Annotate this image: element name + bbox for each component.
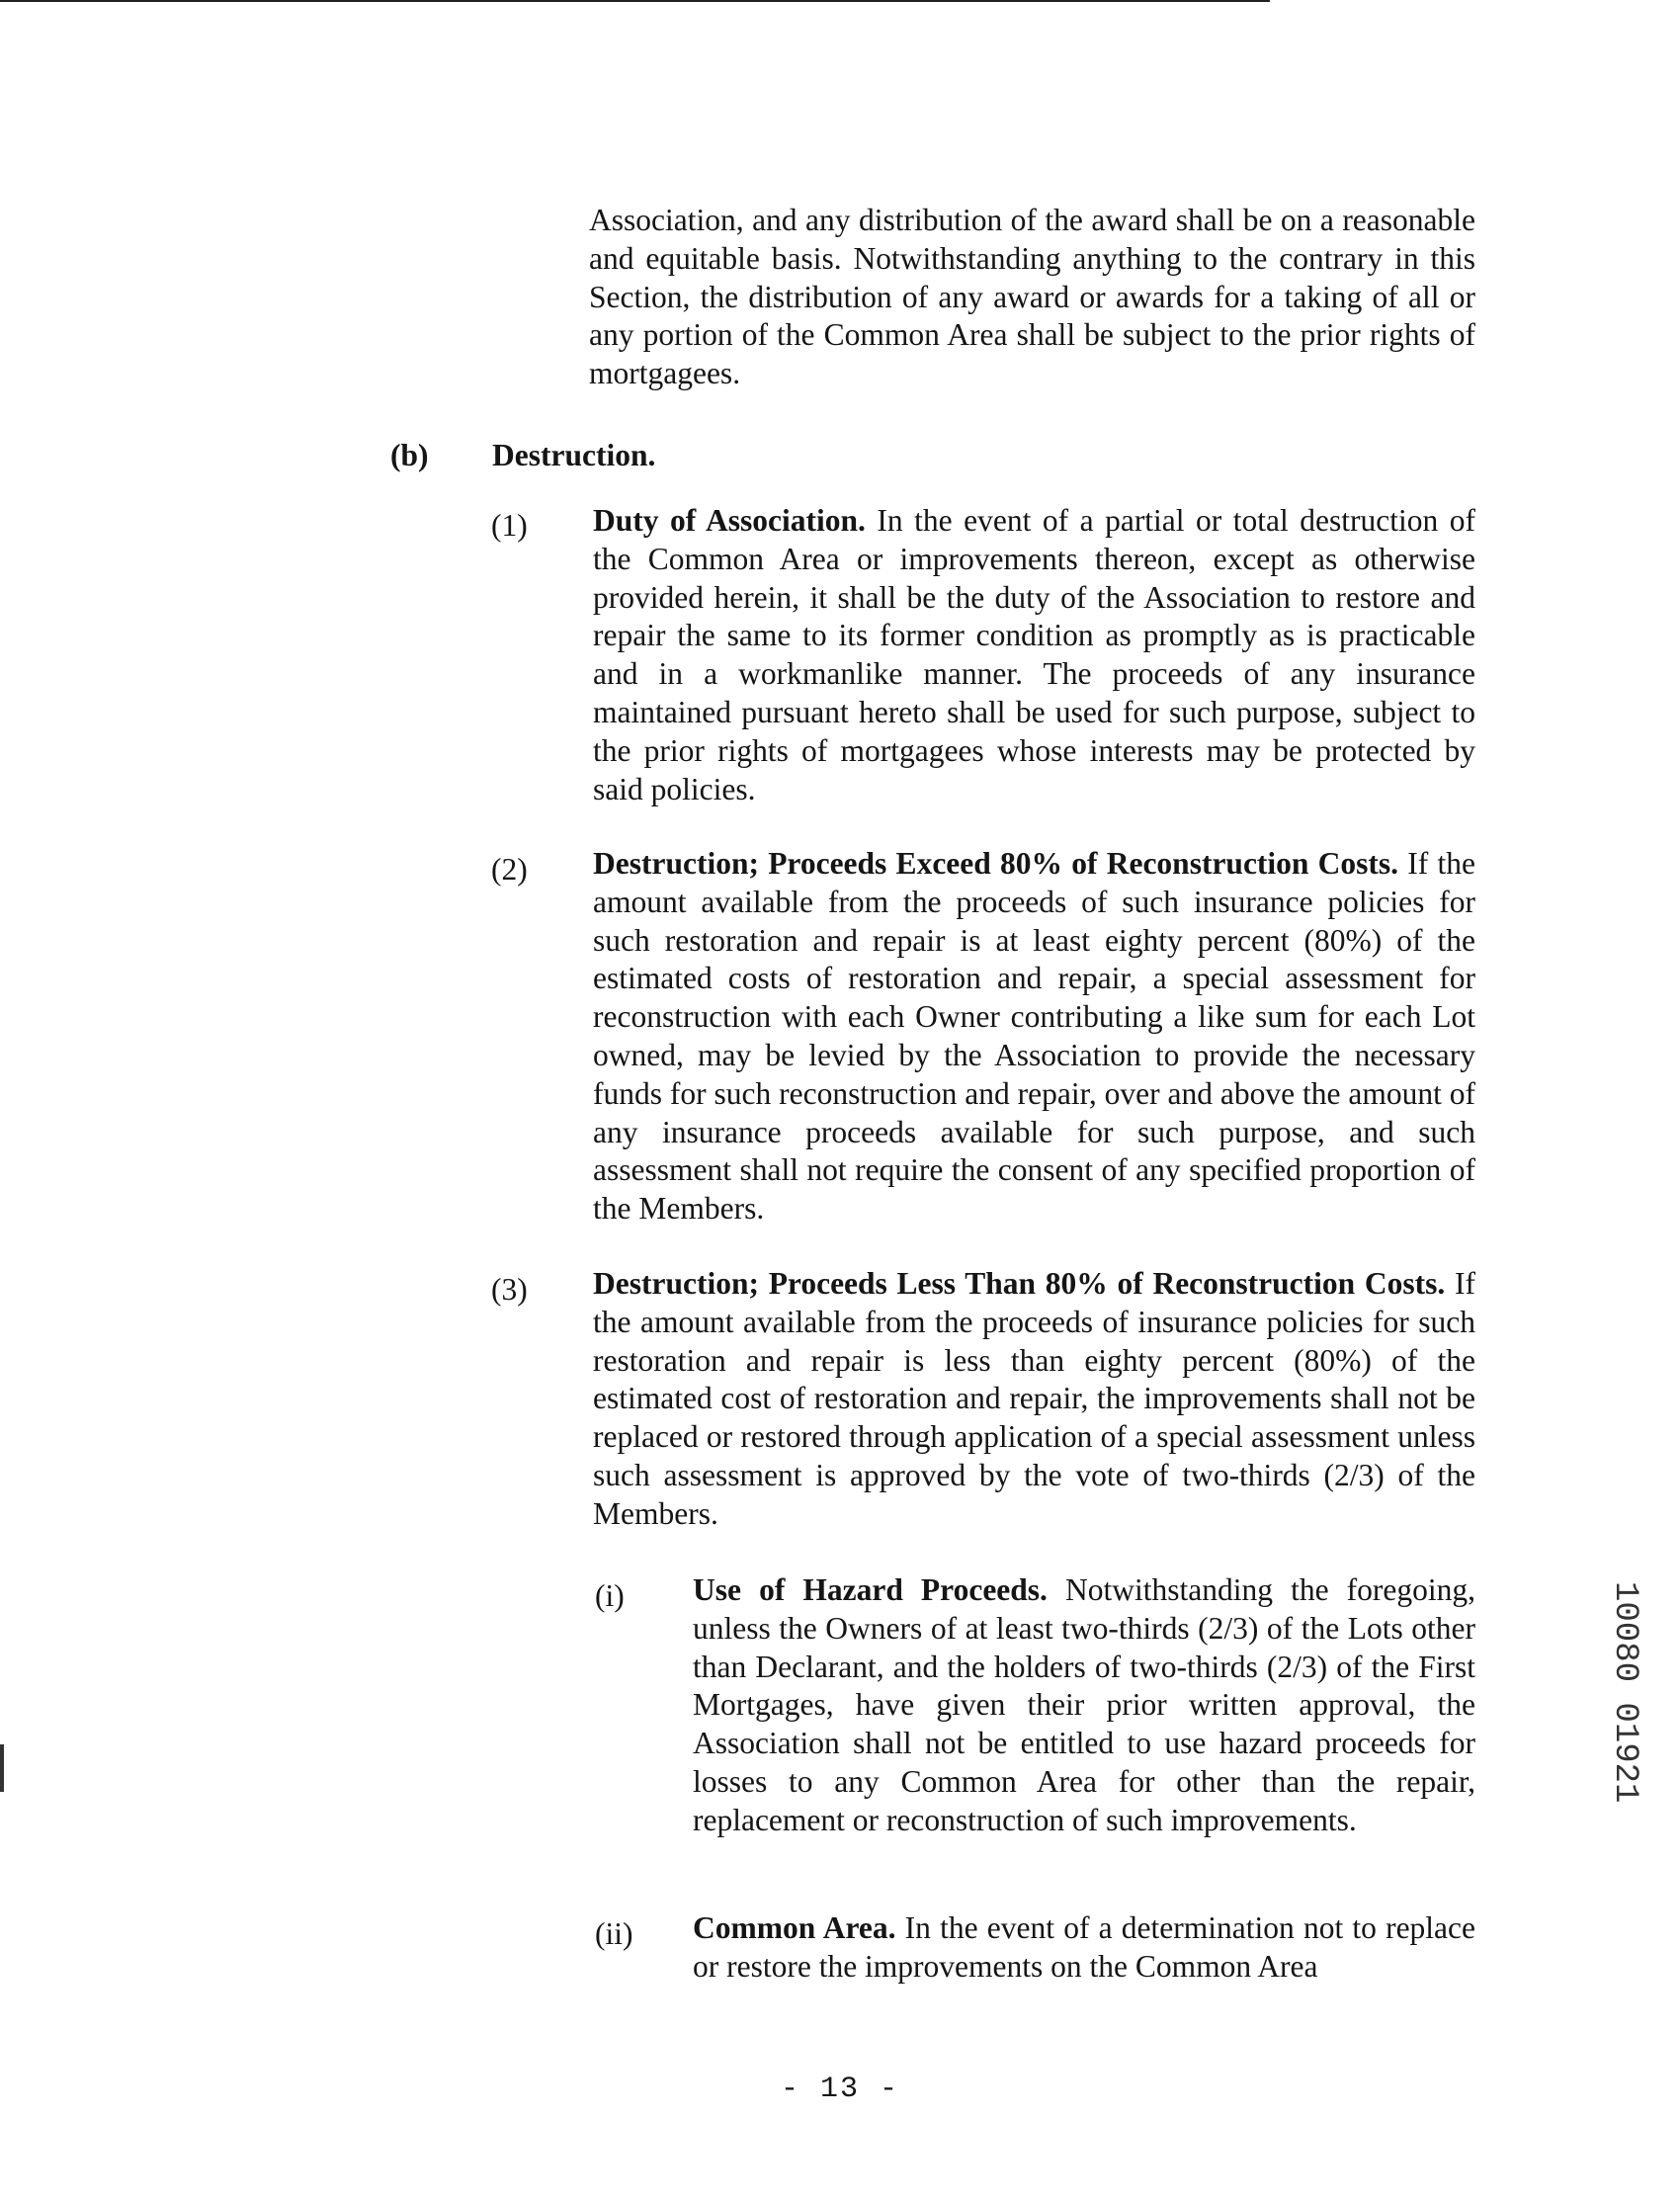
item-3-text: If the amount available from the proceeds of insurance policies for such restoration and repair is less than eighty percent (80%) of the estimated cost of restoration and repair, the improvements shall not be replaced or restored through application of a special assessment unless such assessment is approved by the vote of two-thirds (2/3) of the Members.	[593, 1266, 1475, 1531]
item-i-text: Notwithstanding the foregoing, unless the Owners of at least two-thirds (2/3) of the Lots other than Declarant, and the holders of two-thirds (2/3) of the First Mortgages, have given their prior written approval, the Association shall not be entitled to use hazard proceeds for losses to any Common Area for other than the repair, replacement or reconstruction of such improvements.	[693, 1572, 1475, 1837]
item-ii-paragraph	[693, 1909, 1475, 1987]
item-ii-text: In the event of a determination not to replace or restore the improvements on the Common Area	[693, 1910, 1475, 1984]
item-2-paragraph	[593, 845, 1475, 1228]
item-3-paragraph	[593, 1265, 1475, 1534]
recording-number-text: 10080 01921	[1606, 1581, 1643, 1804]
top-border-line	[0, 0, 1270, 2]
item-3-marker: (3)	[491, 1272, 528, 1307]
item-1-marker: (1)	[491, 508, 528, 543]
left-edge-scan-mark	[0, 1744, 4, 1792]
item-ii-heading: Common Area.	[693, 1910, 896, 1945]
item-2-marker: (2)	[491, 852, 528, 887]
page-number: - 13 -	[780, 2073, 900, 2106]
item-1-text: In the event of a partial or total destruction of the Common Area or improvements thereon, except as otherwise provided herein, it shall be the duty of the Association to restore and repair the same to its former condition as promptly as is practicable and in a workmanlike manner. The proceeds of any insurance maintained pursuant hereto shall be used for such purpose, subject to the prior rights of mortgagees whose interests may be protected by said policies.	[593, 503, 1475, 806]
item-i-heading: Use of Hazard Proceeds.	[693, 1572, 1048, 1607]
item-3-heading: Destruction; Proceeds Less Than 80% of Reconstruction Costs.	[593, 1266, 1446, 1301]
section-b-marker: (b)	[390, 438, 429, 472]
item-ii-marker: (ii)	[595, 1916, 633, 1951]
section-b-heading: Destruction.	[492, 438, 656, 472]
item-i-paragraph	[693, 1571, 1475, 1840]
item-2-heading: Destruction; Proceeds Exceed 80% of Reconstruction Costs.	[593, 846, 1399, 881]
continuation-paragraph: Association, and any distribution of the award shall be on a reasonable and equitable basis. Notwithstanding anything to the contrary in this Section, the distribution of any award or awards for a taking of all or any portion of the Common Area shall be subject to the prior rights of mortgagees.	[589, 203, 1475, 391]
item-2-text: If the amount available from the proceeds of such insurance policies for such restoration and repair is at least eighty percent (80%) of the estimated costs of restoration and repair, a special assessment for reconstruction with each Owner contributing a like sum for each Lot owned, may be levied by the Association to provide the necessary funds for such reconstruction and repair, over and above the amount of any insurance proceeds available for such purpose, and such assessment shall not require the consent of any specified proportion of the Members.	[593, 846, 1475, 1227]
item-1-heading: Duty of Association.	[593, 503, 866, 538]
recording-number-stamp	[1606, 1581, 1652, 1853]
item-i-marker: (i)	[595, 1578, 625, 1613]
item-1-paragraph	[593, 502, 1475, 808]
